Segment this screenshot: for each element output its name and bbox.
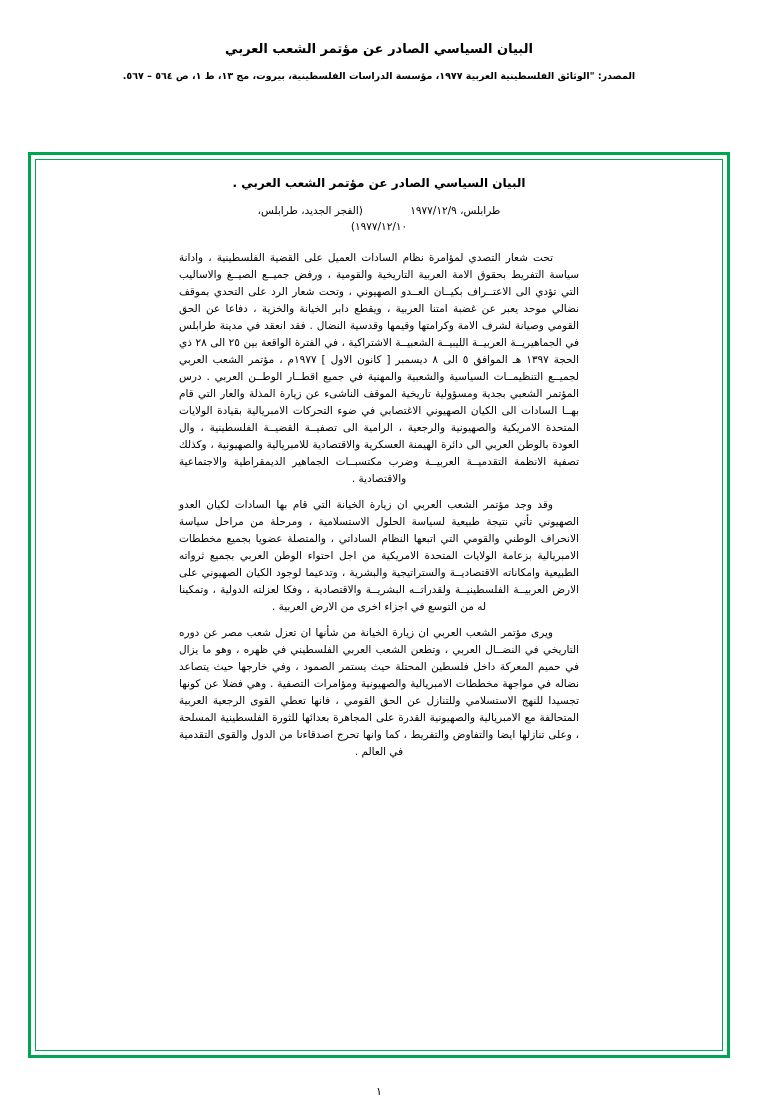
content-frame — [28, 152, 730, 1058]
body-text — [179, 250, 579, 761]
dateline-line-1 — [54, 204, 704, 220]
dateline-publication: (الفجر الجديد، طرابلس، — [257, 205, 363, 217]
dateline-line-2: ١٩٧٧/١٢/١٠) — [350, 220, 408, 233]
source-citation: المصدر: "الوثائق الفلسطينية العربية ١٩٧٧، مؤسسة الدراسات الفلسطينية، بيروت، مج ١٣، ط ١، ص ٥٦٤ – ٥٦٧. — [122, 71, 636, 82]
page-number: ١ — [376, 1085, 382, 1098]
paragraph: ويرى مؤتمر الشعب العربي ان زيارة الخيانة من شأنها ان تعزل شعب مصر عن دوره التاريخي في النضــال العربي ، وتطعن الشعب العربي الفلسطيني في ظهره ، وهو ما يزال في حميم المعركة داخل فلسطين المحتلة حيث يستمر الصمود ، وفي خارجها حيث يتصاعد نضاله في مواجهة مخططات الامبريالية والصهيونية ومؤامرات التصفية . وهي فضلا عن كونها تجسيدا للنهج الاستسلامي وللتنازل عن الحق القومي ، فانها تعطي القوى الرجعية العربية المتحالفة مع الامبريالية والصهيونية القدرة على المجاهرة بعدائها للثورة الفلسطينية المسلحة ، وعلى تنازلها ايضا والتفاوض والتفريط ، كما وانها تحرج اصدقاءنا من الدول والقوى التقدمية في العالم . — [179, 626, 579, 758]
dateline-place-date: طرابلس، ١٩٧٧/١٢/٩ — [410, 205, 501, 217]
paragraph: تحت شعار التصدي لمؤامرة نظام السادات العميل على القضية الفلسطينية ، وادانة سياسة التفريط بحقوق الامة العربية التاريخية والقومية ، ورفض جميــع الصيــغ والاساليب التي تؤدي الى الاعتــراف بكيــان العــدو الصهيوني ، وتحت شعار الرد على التحدي بموقف نضالي موحد يعبر عن غضبة امتنا العربية ، ويقطع دابر الخيانة والخزية ، دفاعا عن الحق القومي وصيانة لشرف الامة وكرامتها وقيمها وقدسية النضال . فقد انعقد في مدينة طرابلس في الجماهيريــة العربيــة الليبيــة الشعبيــة الاشتراكية ، في الفترة الواقعة بين ٢٥ الى ٢٨ ذي الحجة ١٣٩٧ هـ الموافق ٥ الى ٨ ديسمبر [ كانون الاول ] ١٩٧٧م ، مؤتمر الشعب العربي لجميــع التنظيمــات السياسية والشعبية والمهنية في جميع اقطــار الوطــن العربي . درس المؤتمر الشعبي بجدية ومسؤولية تاريخية الموقف الناشىء عن زيارة المذلة والعار التي قام بهــا السادات الى الكيان الصهيوني الاغتصابي في ضوء التحركات الامبريالية بقيادة الولايات المتحدة الامريكية والصهيونية والرجعية ، الرامية الى تصفيــة القضيــة الفلسطينية ، وال العودة بالوطن العربي الى دائرة الهيمنة العسكرية والاقتصادية للامبريالية والصهيونية ، وكذلك تصفية الانظمة التقدميــة العربيــة وضرب مكتسبــات الجماهير الديمقراطية والاجتماعية والاقتصادية . — [179, 251, 580, 485]
document-page — [0, 42, 758, 1120]
content-frame-inner — [35, 159, 723, 1051]
page-title: البيان السياسي الصادر عن مؤتمر الشعب العربي — [225, 42, 533, 57]
dateline — [54, 204, 704, 236]
paragraph: وقد وجد مؤتمر الشعب العربي ان زيارة الخيانة التي قام بها السادات لكيان العدو الصهيوني تأتي نتيجة طبيعية لسياسة الحلول الاستسلامية ، ومرحلة من مراحل سياسة الانحراف الوطني والقومي التي اتبعها النظام الساداتي ، والمتصلة عضويا بجميع مخططات الامبريالية بزعامة الولايات المتحدة الامريكية من اجل احتواء الوطن العربي بجميع ثرواته الطبيعية وامكاناته الاقتصاديــة والستراتيجية والبشرية ، وتدعيما لوجود الكيان الصهيوني على الارض العربيــة الفلسطينيــة ولقدراتــه البشريــة والاقتصادية ، وفكا لعزلته الدولية ، وتمكينا له من التوسع في اجزاء اخرى من الارض العربية . — [179, 498, 579, 613]
statement-heading: البيان السياسي الصادر عن مؤتمر الشعب العربي . — [232, 176, 526, 190]
